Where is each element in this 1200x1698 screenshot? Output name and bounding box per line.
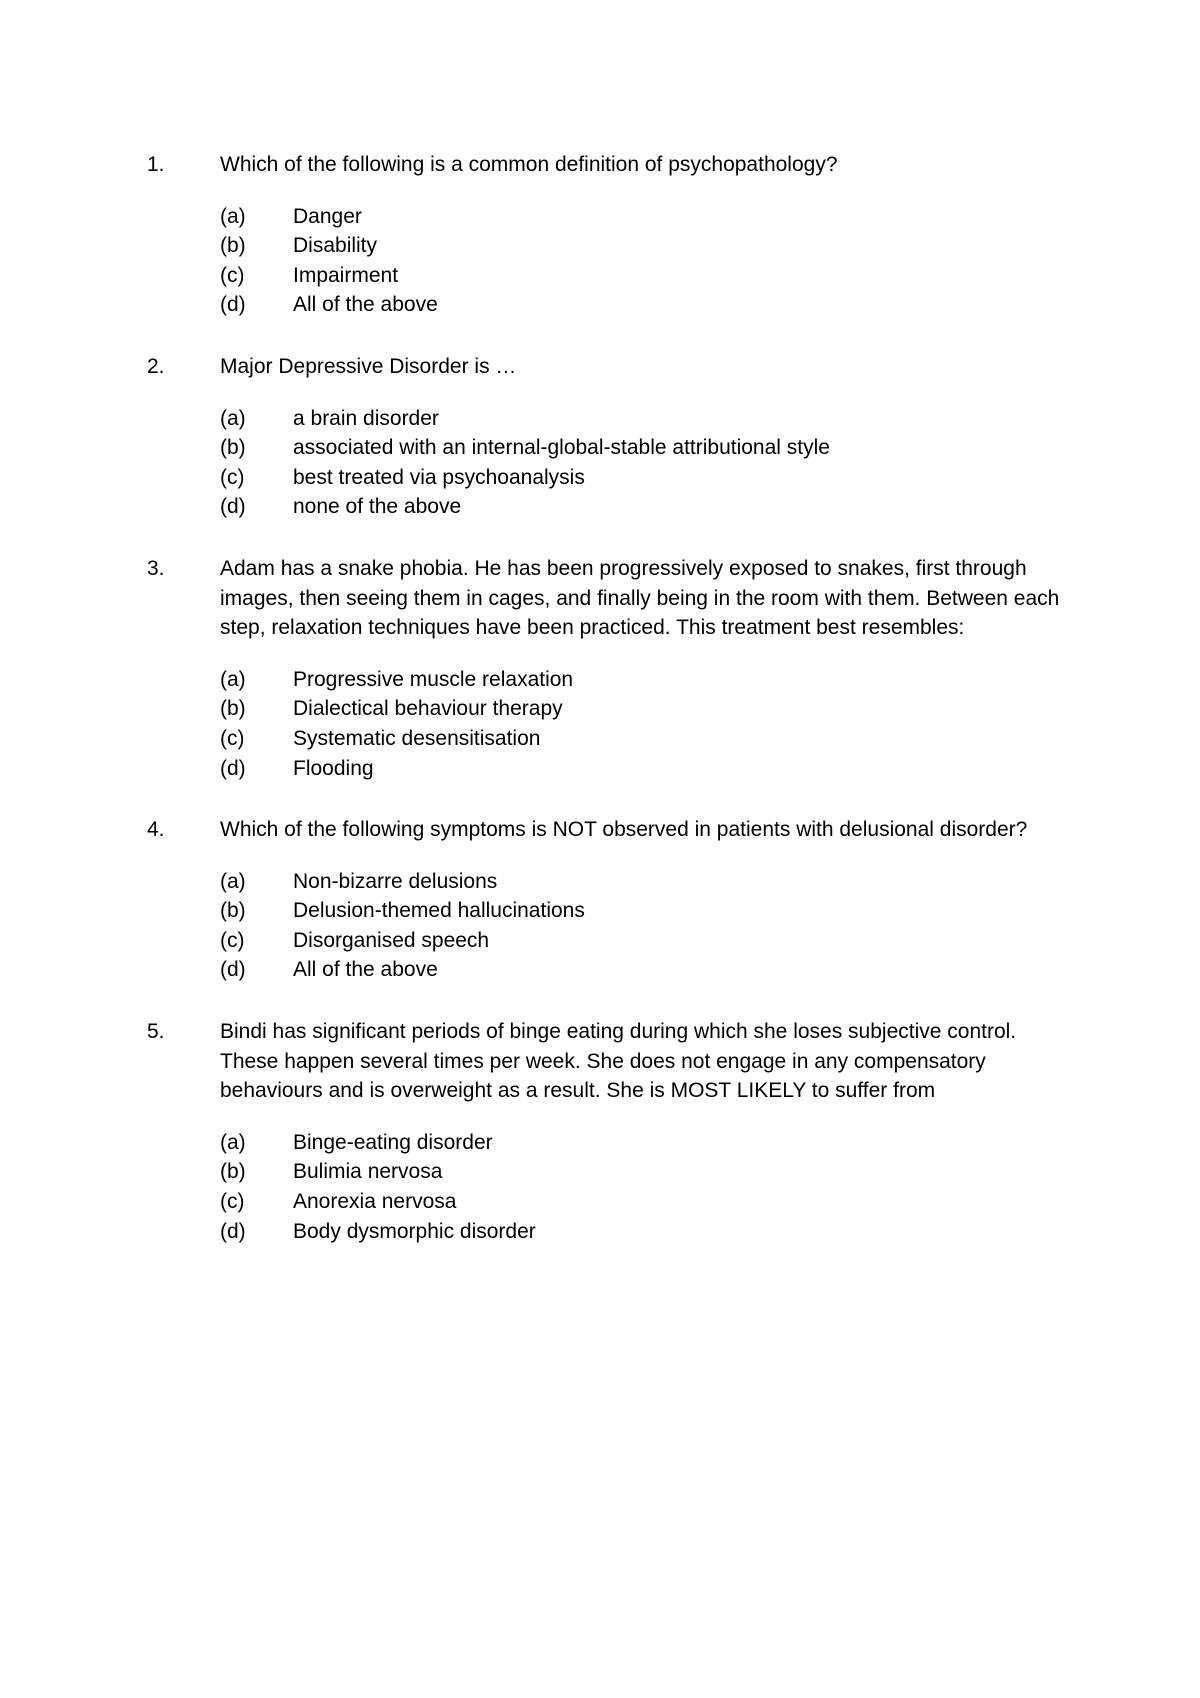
option-text: Impairment [293, 263, 399, 287]
option-a [220, 867, 1067, 897]
question-number: 1. [147, 153, 165, 176]
option-text: Body dysmorphic disorder [293, 1219, 536, 1243]
option-letter: (a) [220, 667, 246, 691]
option-d [220, 754, 1067, 784]
option-a [220, 404, 1067, 434]
option-a [220, 665, 1067, 695]
option-text: All of the above [293, 958, 438, 982]
option-text: Non-bizarre delusions [293, 869, 498, 893]
option-text: Dialectical behaviour therapy [293, 697, 563, 721]
option-letter: (d) [220, 1219, 246, 1243]
option-b [220, 231, 1067, 261]
question-stem [147, 150, 1067, 180]
question-number: 2. [147, 354, 165, 378]
question-text: Bindi has significant periods of binge eating during which she loses subjective control. These happen several times per week. She does not engage in any compensatory behaviours and is overweight as a result. She is MOST LIKELY to suffer from [220, 1020, 1017, 1103]
option-c [220, 1187, 1067, 1217]
option-b [220, 433, 1067, 463]
question-number: 5. [147, 1020, 165, 1044]
option-d [220, 955, 1067, 985]
option-letter: (d) [220, 495, 246, 519]
option-a [220, 1128, 1067, 1158]
option-letter: (d) [220, 293, 246, 317]
option-text: Progressive muscle relaxation [293, 667, 574, 691]
option-d [220, 290, 1067, 320]
option-c [220, 926, 1067, 956]
option-letter: (a) [220, 869, 246, 893]
option-letter: (b) [220, 899, 246, 923]
option-letter: (c) [220, 465, 245, 489]
option-text: Danger [293, 204, 362, 228]
question-text: Adam has a snake phobia. He has been progressively exposed to snakes, first through images, then seeing them in cages, and finally being in the room with them. Between each step, relaxation techniques have been practiced. This treatment best resembles: [220, 556, 1060, 640]
option-text: Bulimia nervosa [293, 1160, 443, 1184]
option-letter: (c) [220, 263, 245, 287]
question-stem [147, 1017, 1067, 1106]
question-4 [147, 815, 1067, 985]
question-1 [147, 150, 1067, 320]
option-text: Disability [293, 234, 378, 258]
option-text: All of the above [293, 293, 438, 317]
option-letter: (c) [220, 1190, 245, 1214]
option-letter: (c) [220, 928, 245, 952]
option-text: a brain disorder [293, 406, 439, 430]
option-letter: (b) [220, 234, 246, 258]
question-5 [147, 1017, 1067, 1246]
answer-options [220, 665, 1067, 783]
option-b [220, 694, 1067, 724]
option-c [220, 261, 1067, 291]
option-text: Disorganised speech [293, 928, 490, 952]
option-letter: (b) [220, 436, 246, 460]
option-letter: (c) [220, 726, 245, 750]
question-stem [147, 815, 1067, 845]
question-text: Which of the following is a common definition of psychopathology? [220, 153, 838, 176]
question-stem [147, 352, 1067, 382]
question-2 [147, 352, 1067, 522]
option-c [220, 724, 1067, 754]
option-c [220, 463, 1067, 493]
option-text: Anorexia nervosa [293, 1190, 457, 1214]
option-text: Binge-eating disorder [293, 1130, 493, 1154]
option-letter: (d) [220, 756, 246, 780]
option-letter: (b) [220, 1160, 246, 1184]
answer-options [220, 1128, 1067, 1246]
option-text: none of the above [293, 495, 462, 519]
option-letter: (a) [220, 204, 246, 228]
option-text: Systematic desensitisation [293, 726, 541, 750]
option-a [220, 202, 1067, 232]
option-text: associated with an internal-global-stable attributional style [293, 436, 830, 460]
question-number: 3. [147, 556, 165, 580]
option-b [220, 1157, 1067, 1187]
option-letter: (b) [220, 697, 246, 721]
option-letter: (a) [220, 406, 246, 430]
option-text: best treated via psychoanalysis [293, 465, 585, 489]
answer-options [220, 867, 1067, 985]
answer-options [220, 202, 1067, 320]
option-d [220, 1217, 1067, 1247]
option-text: Delusion-themed hallucinations [293, 899, 585, 923]
question-text: Major Depressive Disorder is … [220, 354, 517, 378]
question-stem [147, 554, 1067, 643]
option-letter: (a) [220, 1130, 246, 1154]
question-3 [147, 554, 1067, 783]
question-text: Which of the following symptoms is NOT observed in patients with delusional disorder? [220, 818, 1028, 842]
answer-options [220, 404, 1067, 522]
question-number: 4. [147, 818, 165, 842]
option-text: Flooding [293, 756, 374, 780]
option-b [220, 896, 1067, 926]
question-list [147, 150, 1067, 1278]
option-letter: (d) [220, 958, 246, 982]
option-d [220, 492, 1067, 522]
